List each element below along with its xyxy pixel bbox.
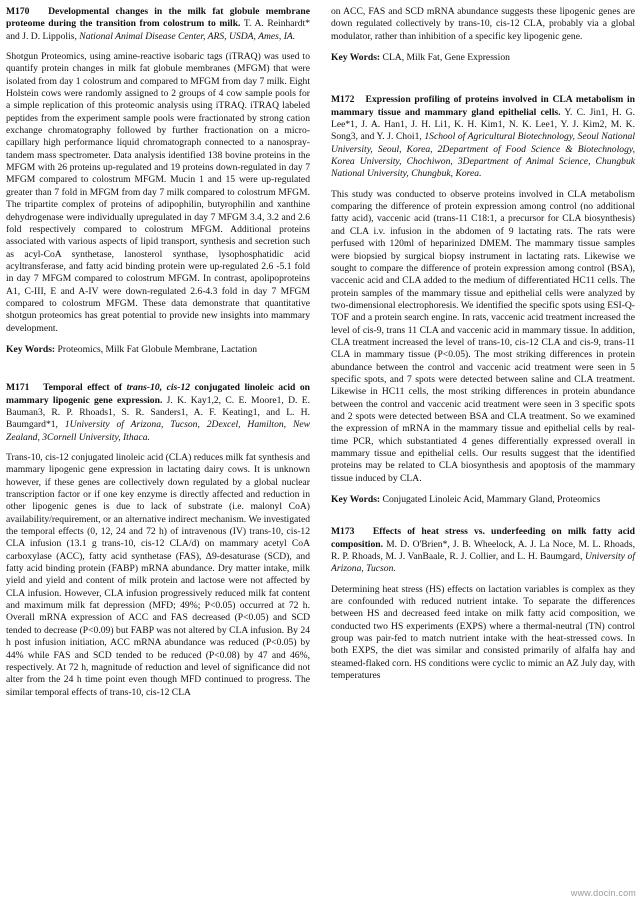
abstract-authors: M. D. O'Brien*, J. B. Wheelock, A. J. La Noce, M. L. Rhoads, R. P. Rhoads, M. J. VanBaale, R. J. Collier, and L. H. Baumgard, — [331, 538, 635, 563]
abstract-id: M173 — [331, 526, 355, 538]
key-words-text: CLA, Milk Fat, Gene Expression — [382, 52, 510, 64]
abstract-affiliation: National Animal Disease Center, ARS, USDA, Ames, IA. — [79, 30, 296, 42]
abstract-title-part: conjugated linoleic acid on mammary lipogenic gene expression. — [6, 382, 311, 406]
right-column — [331, 6, 635, 683]
abstract-m171 — [6, 382, 310, 699]
abstract-m170 — [6, 6, 310, 356]
abstract-body: Determining heat stress (HS) effects on lactation variables is complex as they are confounded with reduced nutrient intake. To separate the differences between HS and decreased feed intake on milk fatty acid composition, we conducted two HS experiments (EXPS) where a thermal-neutral (TN) control group was pair-fed to match nutrient intake with the heat-stressed cows. In both EXPS, the diet was similar and consisted primarily of alfalfa hay and steamed-flaked corn. HS conditions were cyclic to mimic an AZ July day, with temperatures — [331, 583, 635, 682]
watermark: www.docin.com — [570, 888, 636, 898]
abstract-id: M171 — [6, 382, 30, 394]
key-words-text: Conjugated Linoleic Acid, Mammary Gland, Proteomics — [382, 494, 601, 506]
abstract-m173 — [331, 526, 635, 682]
abstract-header — [6, 6, 310, 43]
abstract-header — [331, 94, 635, 180]
abstract-body-continued: on ACC, FAS and SCD mRNA abundance suggests these lipogenic genes are down regulated collectively by trans-10, cis-12 CLA, probably via a global modulator, rather than inhibition of a specific key lipogenic gene. — [331, 6, 635, 42]
abstract-header — [331, 526, 635, 575]
abstract-body: This study was conducted to observe proteins involved in CLA metabolism comparing the difference of protein expression among control (no additional fatty acid), vaccenic acid (trans-11 C18:1, a precursor for CLA biosynthesis) and CLA i.v. infusion in the abdomen of 9 lactating rats. The rats were perfused with 120ml of heparinized DMEM. The mammary tissue samples were biopsied by surgical biopsy instrument in lactating rats. Likewise we sought to compare the difference of protein expression among control (BSA), vaccenic acid and CLA added to the medium of differentiated HC11 cells. The protein samples of the mammary tissue and epithelial cells were analyzed by two-dimensional electrophoresis. We identified the specific spots using ESI-Q-TOF and a protein search engine. In rats, vaccenic acid treatment increased the level of cis-9, trans 11 CLA and vaccenic acid in mammary tissue. In addition, CLA treatment increased the level of trans-10, cis-12 CLA and cis-9, trans-11 CLA in mammary tissue (P<0.05). The most striking differences in protein abundance between the control and vaccenic acid treatment were seen in 5 specific spots, and 7 spots were detected between saline and CLA treatment. Likewise in HC11 cells, the most striking differences in protein abundance between the control and vaccenic acid treatment were seen in 3 specific spots and 2 spots were detected between BSA and CLA treatment. So we examined the expression of mRNA in the mammary tissue and epithelial cells by real-time PCR, which substantiated 4 genes differentially expressed overall in mammary tissue and epithelial cells. Our results suggest that the identified proteins may be related to CLA biosynthesis and apoptosis of the mammary tissue induced by CLA. — [331, 188, 635, 484]
abstract-authors: Y. C. Jin1, H. G. Lee*1, J. A. Han1, J. H. Li1, K. H. Kim1, N. K. Lee1, Y. J. Kim2, M. K. Song3, and Y. J. Choi1, — [331, 106, 635, 143]
abstract-title: Effects of heat stress vs. underfeeding on milk fatty acid composition. — [331, 526, 635, 550]
abstract-id: M170 — [6, 6, 30, 17]
key-words-label: Key Words: — [331, 494, 381, 506]
spacer — [331, 506, 635, 526]
abstract-affiliation: 1University of Arizona, Tucson, 2Dexcel, Hamilton, New Zealand, 3Cornell University, Ithaca. — [6, 419, 310, 443]
key-words-text: Proteomics, Milk Fat Globule Membrane, Lactation — [57, 343, 258, 355]
abstract-title: Expression profiling of proteins involved in CLA metabolism in mammary tissue and mammary gland epithelial cells. — [331, 94, 635, 118]
spacer — [331, 64, 635, 94]
abstract-body: Trans-10, cis-12 conjugated linoleic acid (CLA) reduces milk fat synthesis and mammary lipogenic gene expression in lactating dairy cows. It is unknown however, if these genes are collectively down regulated by a global nuclear transcription factor or if one key enzyme is directly affected and reduction in other lipogenic genes is due to lack of substrate (i.e. malonyl CoA) availability/requirement, or an alternative indirect mechanism. We investigated the temporal effects (0, 12, 24 and 72 h) of intravenous (IV) trans-10, cis-12 CLA infusion (13.1 g trans-10, cis-12 CLA/d) on mammary acetyl CoA carboxylase (ACC), fatty acid synthetase (FAS), Δ9-desaturase (SCD), and fatty acid binding protein (FABP) mRNA abundance. Dry matter intake, milk yield and yield and content of milk protein and lactose were not affected by CLA infusion. However, CLA infusion progressively reduced milk fat content and maximum milk fat depression (MFD; 49%; P<0.05) occurred at 72 h. Overall mRNA expression of ACC and FAS decreased (P<0.05) and SCD tended to decrease (P<0.09) but FABP was not altered by CLA infusion. By 24 h post infusion initiation, ACC mRNA abundance was reduced (P<0.05) by 44% while FAS and SCD tended to be reduced (P<0.08) by 47 and 46%, respectively. At 72 h, magnitude of reduction and level of significance did not alter from the 24 h time point even though MFD continued to progress. The similar temporal effects of trans-10, cis-12 CLA — [6, 452, 310, 698]
abstract-title-part: Temporal effect of — [43, 382, 127, 394]
abstract-affiliation: 1School of Agricultural Biotechnology, Seoul National University, Seoul, Korea, 2Department of Food Science & Biotechnology, Korea University, Chochiwon, 3Department of Animal Science, Chungbuk National University, Chungbuk, Korea. — [331, 131, 635, 180]
key-words-label: Key Words: — [6, 343, 56, 355]
abstract-header — [6, 382, 310, 444]
left-column — [6, 6, 310, 699]
key-words — [6, 344, 310, 356]
abstract-authors: T. A. Reinhardt* and J. D. Lippolis, — [6, 18, 310, 42]
spacer — [6, 356, 310, 382]
abstract-affiliation: University of Arizona, Tucson. — [331, 551, 635, 575]
key-words — [331, 494, 635, 506]
abstract-title-italic: trans-10, cis-12 — [126, 382, 191, 394]
abstract-m171-continued — [331, 6, 635, 64]
abstract-m172 — [331, 94, 635, 506]
key-words-label: Key Words: — [331, 52, 381, 64]
abstract-title: Developmental changes in the milk fat globule membrane proteome during the transition from colostrum to milk. — [6, 6, 310, 30]
key-words — [331, 52, 635, 64]
abstract-body: Shotgun Proteomics, using amine-reactive isobaric tags (iTRAQ) was used to quantify protein changes in milk fat globule membranes (MFGM) that were isolated from day 1 colostrum and compared to MFGM from day 7 milk. Eight Holstein cows were randomly assigned to 2 groups of 4 cow sample pools for a simple replication of this proteomic analysis using iTRAQ. iTRAQ labeled peptides from the experiment sample pools were fractionated by strong cation exchange chromatography followed by further fractionation on a micro-capillary high performance liquid chromatograph connected to a nanospray-tandem mass spectrometer. Data analysis identified 138 bovine proteins in the MFGM with 26 proteins up-regulated and 19 proteins down-regulated in day 7 MFGM compared to colostrum MFGM. Mucin 1 and 15 were up-regulated greater than 7 fold in MFGM from day 7 milk compared to colostrum MFGM. The tripartite complex of proteins of adipophilin, butyrophilin and xanthine dehydrogenase were individually upregulated in day 7 MFGM 3.4, 3.2 and 2.6 fold respectively compared to colostrum MFGM. Additional proteins associated with various aspects of lipid transport, synthesis and secretion such as acyl-CoA synthetase, lanosterol synthase, lysophosphatidic acid acyltransferase, and fatty acid binding protein were up-regulated 2.6 -5.1 fold in day 7 MFGM compared to colostrum MFGM. In contrast, apolipoproteins A1, C-III, E and A-IV were down-regulated 2.6-4.3 fold in day 7 MFGM compared to colostrum MFGM. These data demonstrate that quantitative shotgun proteomics has great potential to provide new insights into mammary development. — [6, 51, 310, 334]
abstract-id: M172 — [331, 94, 355, 106]
abstract-authors: J. K. Kay1,2, C. E. Moore1, D. E. Bauman3, R. P. Rhoads1, S. R. Sanders1, A. F. Keating1, and L. H. Baumgard*1, — [6, 394, 310, 431]
